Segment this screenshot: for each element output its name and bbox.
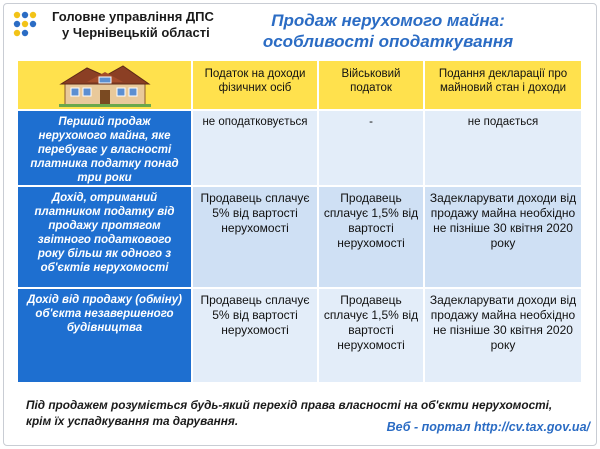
page-title [238,10,538,52]
cell-unfinished-declaration: Задекларувати доходи від продажу майна необхідно не пізніше 30 квітня 2020 року [424,288,582,383]
tax-table [17,60,582,383]
row-header-first-sale: Перший продаж нерухомого майна, яке перебуває у власності платника податку понад три роки [17,110,192,186]
house-icon [57,62,153,108]
cell-multiple-sales-declaration: Задекларувати доходи від продажу майна необхідно не пізніше 30 квітня 2020 року [424,186,582,288]
column-header-pdfo: Податок на доходи фізичних осіб [192,60,318,110]
dps-logo-icon [12,10,46,40]
cell-multiple-sales-military: Продавець сплачує 1,5% від вартості нерухомості [318,186,424,288]
page-title-line2: особливості оподаткування [262,32,514,51]
house-illustration-cell [17,60,192,110]
org-name [52,9,252,41]
row-header-multiple-sales: Дохід, отриманий платником податку від продажу протягом звітного податкового року більш як одного з об'єктів нерухомості [17,186,192,288]
row-header-unfinished-construction: Дохід від продажу (обміну) об'єкта незавершеного будівництва [17,288,192,383]
org-name-line2: у Чернівецькій області [62,25,210,40]
page-title-line1: Продаж нерухомого майна: [271,11,505,30]
footnote-line2: крім їх успадкування та дарування. [26,414,239,428]
column-header-declaration: Подання декларації про майновий стан і доходи [424,60,582,110]
cell-first-sale-military: - [318,110,424,186]
footnote-line1: Під продажем розуміється будь-який перехід права власності на об'єкти нерухомості, [26,398,553,412]
cell-unfinished-military: Продавець сплачує 1,5% від вартості нерухомості [318,288,424,383]
cell-unfinished-pdfo: Продавець сплачує 5% від вартості нерухомості [192,288,318,383]
cell-first-sale-declaration: не подається [424,110,582,186]
column-header-military: Військовий податок [318,60,424,110]
org-name-line1: Головне управління ДПС [52,9,214,24]
cell-first-sale-pdfo: не оподатковується [192,110,318,186]
cell-multiple-sales-pdfo: Продавець сплачує 5% від вартості нерухомості [192,186,318,288]
web-portal-link[interactable]: Веб - портал http://cv.tax.gov.ua/ [386,420,590,434]
